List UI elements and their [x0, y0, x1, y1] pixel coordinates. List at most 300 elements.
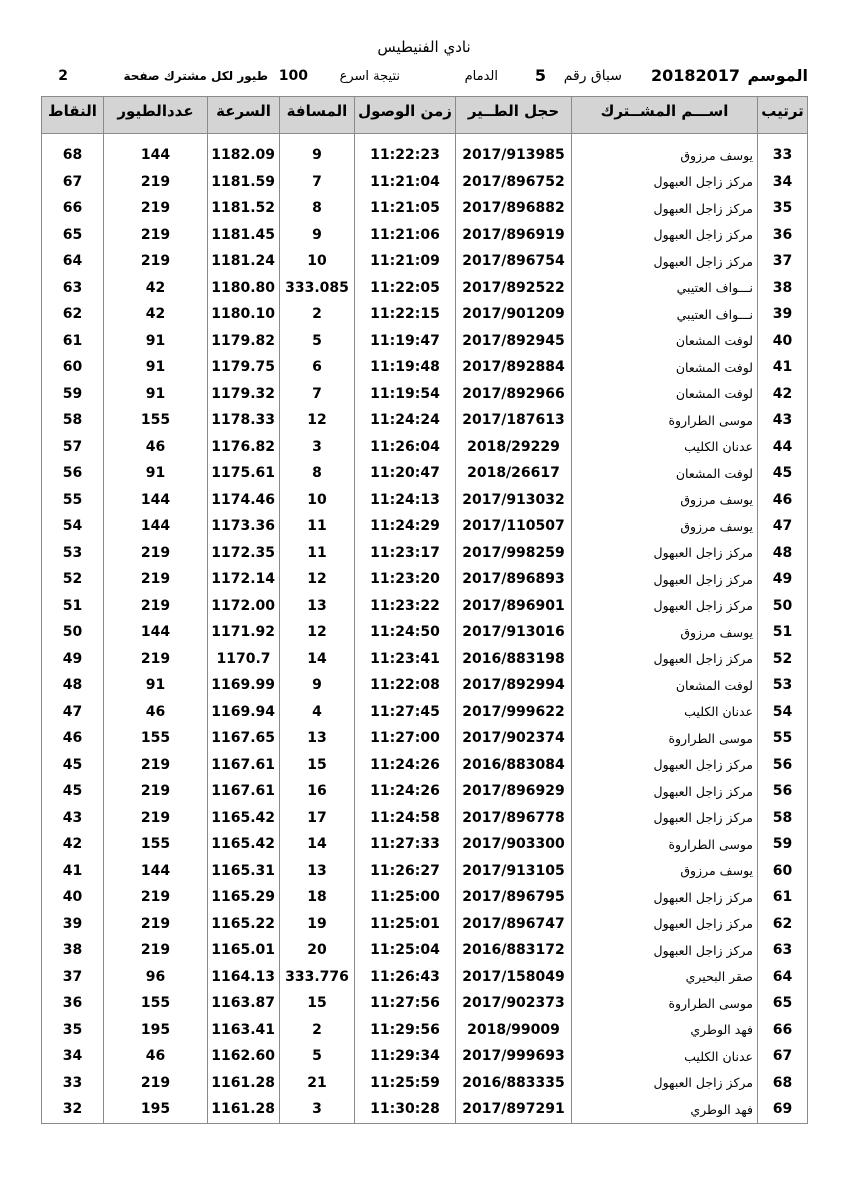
race-label: سباق رقم	[563, 68, 622, 84]
cell-rank: 67	[758, 1043, 808, 1070]
table-row	[42, 540, 808, 567]
cell-arrival: 11:25:59	[355, 1070, 456, 1097]
table-row	[42, 593, 808, 620]
cell-ring: 2017/896893	[456, 566, 572, 593]
cell-arrival: 11:21:05	[355, 195, 456, 222]
cell-birds: 91	[104, 381, 208, 408]
cell-participant: عدنان الكليب	[572, 699, 758, 726]
cell-rank: 63	[758, 937, 808, 964]
cell-participant: مركز زاجل العبهول	[572, 911, 758, 938]
cell-ring: 2017/896778	[456, 805, 572, 832]
cell-birds: 155	[104, 407, 208, 434]
cell-birds: 91	[104, 460, 208, 487]
cell-distance: 6	[280, 354, 355, 381]
cell-arrival: 11:29:34	[355, 1043, 456, 1070]
table-row	[42, 407, 808, 434]
cell-rank: 68	[758, 1070, 808, 1097]
location: الدمام	[464, 69, 498, 84]
cell-birds: 219	[104, 169, 208, 196]
cell-distance: 20	[280, 937, 355, 964]
cell-points: 59	[42, 381, 104, 408]
table-row	[42, 460, 808, 487]
cell-speed: 1167.61	[208, 778, 280, 805]
cell-birds: 155	[104, 725, 208, 752]
cell-ring: 2017/913032	[456, 487, 572, 514]
cell-distance: 7	[280, 169, 355, 196]
cell-ring: 2017/896929	[456, 778, 572, 805]
cell-participant: مركز زاجل العبهول	[572, 593, 758, 620]
cell-rank: 47	[758, 513, 808, 540]
cell-speed: 1167.65	[208, 725, 280, 752]
cell-birds: 46	[104, 434, 208, 461]
cell-speed: 1165.22	[208, 911, 280, 938]
cell-speed: 1165.42	[208, 831, 280, 858]
cell-speed: 1161.28	[208, 1070, 280, 1097]
cell-distance: 14	[280, 646, 355, 673]
cell-speed: 1162.60	[208, 1043, 280, 1070]
cell-birds: 219	[104, 752, 208, 779]
cell-speed: 1163.41	[208, 1017, 280, 1044]
cell-distance: 10	[280, 248, 355, 275]
cell-arrival: 11:26:04	[355, 434, 456, 461]
spacer-row	[42, 134, 808, 143]
cell-birds: 219	[104, 646, 208, 673]
cell-rank: 69	[758, 1096, 808, 1123]
table-row	[42, 566, 808, 593]
cell-ring: 2017/999622	[456, 699, 572, 726]
cell-rank: 35	[758, 195, 808, 222]
cell-rank: 59	[758, 831, 808, 858]
cell-arrival: 11:25:04	[355, 937, 456, 964]
cell-distance: 7	[280, 381, 355, 408]
cell-rank: 33	[758, 142, 808, 169]
cell-rank: 49	[758, 566, 808, 593]
cell-participant: موسى الطراروة	[572, 990, 758, 1017]
cell-participant: مركز زاجل العبهول	[572, 646, 758, 673]
cell-points: 67	[42, 169, 104, 196]
cell-points: 34	[42, 1043, 104, 1070]
cell-distance: 21	[280, 1070, 355, 1097]
cell-birds: 46	[104, 699, 208, 726]
table-row	[42, 619, 808, 646]
cell-distance: 3	[280, 1096, 355, 1123]
cell-points: 66	[42, 195, 104, 222]
table-row	[42, 222, 808, 249]
cell-rank: 56	[758, 752, 808, 779]
header-points: النقاط	[42, 97, 104, 134]
cell-rank: 42	[758, 381, 808, 408]
table-row	[42, 672, 808, 699]
table-row	[42, 513, 808, 540]
cell-rank: 51	[758, 619, 808, 646]
cell-speed: 1180.10	[208, 301, 280, 328]
cell-participant: يوسف مرزوق	[572, 513, 758, 540]
cell-rank: 45	[758, 460, 808, 487]
cell-speed: 1179.82	[208, 328, 280, 355]
cell-arrival: 11:23:17	[355, 540, 456, 567]
cell-rank: 54	[758, 699, 808, 726]
cell-participant: لوفت المشعان	[572, 354, 758, 381]
cell-speed: 1173.36	[208, 513, 280, 540]
cell-ring: 2017/158049	[456, 964, 572, 991]
table-row	[42, 328, 808, 355]
cell-speed: 1165.31	[208, 858, 280, 885]
cell-points: 65	[42, 222, 104, 249]
cell-birds: 144	[104, 513, 208, 540]
cell-participant: مركز زاجل العبهول	[572, 778, 758, 805]
cell-arrival: 11:23:41	[355, 646, 456, 673]
cell-speed: 1181.52	[208, 195, 280, 222]
cell-distance: 9	[280, 142, 355, 169]
cell-arrival: 11:23:20	[355, 566, 456, 593]
cell-participant: يوسف مرزوق	[572, 142, 758, 169]
cell-birds: 144	[104, 142, 208, 169]
header-arrival: زمن الوصول	[355, 97, 456, 134]
cell-speed: 1179.75	[208, 354, 280, 381]
cell-rank: 61	[758, 884, 808, 911]
season-label: الموسم	[747, 66, 808, 85]
cell-rank: 43	[758, 407, 808, 434]
result-label: نتيجة اسرع	[339, 69, 400, 84]
table-row	[42, 142, 808, 169]
cell-ring: 2017/892945	[456, 328, 572, 355]
cell-birds: 219	[104, 1070, 208, 1097]
cell-arrival: 11:24:24	[355, 407, 456, 434]
table-row	[42, 434, 808, 461]
cell-ring: 2017/892884	[456, 354, 572, 381]
cell-speed: 1181.59	[208, 169, 280, 196]
table-row	[42, 884, 808, 911]
table-row	[42, 169, 808, 196]
cell-birds: 96	[104, 964, 208, 991]
cell-speed: 1180.80	[208, 275, 280, 302]
cell-birds: 219	[104, 195, 208, 222]
cell-participant: لوفت المشعان	[572, 460, 758, 487]
cell-rank: 50	[758, 593, 808, 620]
cell-distance: 12	[280, 619, 355, 646]
cell-participant: مركز زاجل العبهول	[572, 566, 758, 593]
cell-distance: 15	[280, 752, 355, 779]
cell-points: 56	[42, 460, 104, 487]
cell-distance: 11	[280, 513, 355, 540]
cell-rank: 46	[758, 487, 808, 514]
cell-points: 53	[42, 540, 104, 567]
cell-participant: موسى الطراروة	[572, 725, 758, 752]
cell-distance: 13	[280, 593, 355, 620]
cell-speed: 1169.94	[208, 699, 280, 726]
cell-rank: 65	[758, 990, 808, 1017]
cell-points: 49	[42, 646, 104, 673]
cell-birds: 155	[104, 990, 208, 1017]
cell-arrival: 11:19:47	[355, 328, 456, 355]
cell-arrival: 11:30:28	[355, 1096, 456, 1123]
cell-arrival: 11:24:26	[355, 778, 456, 805]
cell-birds: 91	[104, 354, 208, 381]
cell-distance: 19	[280, 911, 355, 938]
cell-ring: 2018/29229	[456, 434, 572, 461]
cell-rank: 40	[758, 328, 808, 355]
cell-rank: 41	[758, 354, 808, 381]
cell-birds: 219	[104, 248, 208, 275]
cell-rank: 64	[758, 964, 808, 991]
cell-participant: صقر البحيري	[572, 964, 758, 991]
cell-arrival: 11:24:13	[355, 487, 456, 514]
cell-speed: 1165.42	[208, 805, 280, 832]
page-number: 2	[58, 68, 68, 84]
cell-ring: 2017/913016	[456, 619, 572, 646]
table-row	[42, 354, 808, 381]
table-row	[42, 831, 808, 858]
cell-participant: عدنان الكليب	[572, 1043, 758, 1070]
cell-birds: 91	[104, 328, 208, 355]
cell-rank: 55	[758, 725, 808, 752]
cell-birds: 219	[104, 540, 208, 567]
cell-distance: 333.776	[280, 964, 355, 991]
cell-distance: 12	[280, 566, 355, 593]
cell-points: 47	[42, 699, 104, 726]
table-row	[42, 752, 808, 779]
cell-speed: 1172.14	[208, 566, 280, 593]
cell-ring: 2017/896901	[456, 593, 572, 620]
cell-distance: 2	[280, 301, 355, 328]
cell-distance: 333.085	[280, 275, 355, 302]
cell-ring: 2017/913985	[456, 142, 572, 169]
cell-points: 39	[42, 911, 104, 938]
cell-birds: 195	[104, 1096, 208, 1123]
cell-rank: 62	[758, 911, 808, 938]
cell-participant: يوسف مرزوق	[572, 858, 758, 885]
cell-birds: 219	[104, 884, 208, 911]
cell-speed: 1164.13	[208, 964, 280, 991]
cell-participant: مركز زاجل العبهول	[572, 752, 758, 779]
cell-arrival: 11:21:06	[355, 222, 456, 249]
cell-ring: 2017/901209	[456, 301, 572, 328]
cell-distance: 2	[280, 1017, 355, 1044]
table-row	[42, 646, 808, 673]
cell-arrival: 11:26:43	[355, 964, 456, 991]
table-row	[42, 911, 808, 938]
cell-speed: 1163.87	[208, 990, 280, 1017]
table-row	[42, 275, 808, 302]
cell-birds: 219	[104, 805, 208, 832]
cell-ring: 2017/999693	[456, 1043, 572, 1070]
cell-rank: 34	[758, 169, 808, 196]
cell-ring: 2017/110507	[456, 513, 572, 540]
cell-birds: 144	[104, 619, 208, 646]
cell-participant: لوفت المشعان	[572, 328, 758, 355]
table-row	[42, 964, 808, 991]
cell-birds: 144	[104, 858, 208, 885]
cell-points: 43	[42, 805, 104, 832]
cell-speed: 1161.28	[208, 1096, 280, 1123]
cell-ring: 2016/883084	[456, 752, 572, 779]
cell-rank: 38	[758, 275, 808, 302]
cell-arrival: 11:22:23	[355, 142, 456, 169]
cell-points: 64	[42, 248, 104, 275]
table-row	[42, 990, 808, 1017]
table-row	[42, 195, 808, 222]
cell-rank: 52	[758, 646, 808, 673]
cell-distance: 12	[280, 407, 355, 434]
header-distance: المسافة	[280, 97, 355, 134]
cell-points: 45	[42, 752, 104, 779]
cell-rank: 39	[758, 301, 808, 328]
cell-rank: 44	[758, 434, 808, 461]
cell-points: 62	[42, 301, 104, 328]
race-number: 5	[534, 66, 546, 85]
cell-ring: 2017/892994	[456, 672, 572, 699]
cell-rank: 66	[758, 1017, 808, 1044]
table-row	[42, 805, 808, 832]
cell-speed: 1175.61	[208, 460, 280, 487]
cell-distance: 13	[280, 725, 355, 752]
cell-points: 68	[42, 142, 104, 169]
cell-birds: 46	[104, 1043, 208, 1070]
cell-participant: مركز زاجل العبهول	[572, 884, 758, 911]
cell-ring: 2017/896747	[456, 911, 572, 938]
cell-points: 63	[42, 275, 104, 302]
birds-per-page-label: طيور لكل مشترك صفحة	[123, 69, 268, 83]
cell-speed: 1181.45	[208, 222, 280, 249]
cell-participant: مركز زاجل العبهول	[572, 169, 758, 196]
cell-ring: 2018/26617	[456, 460, 572, 487]
cell-speed: 1170.7	[208, 646, 280, 673]
cell-ring: 2016/883198	[456, 646, 572, 673]
cell-distance: 15	[280, 990, 355, 1017]
club-name: نادي الفنيطيس	[377, 38, 471, 56]
cell-arrival: 11:24:50	[355, 619, 456, 646]
cell-ring: 2016/883335	[456, 1070, 572, 1097]
cell-points: 46	[42, 725, 104, 752]
race-info	[40, 66, 808, 90]
cell-birds: 219	[104, 911, 208, 938]
cell-distance: 14	[280, 831, 355, 858]
cell-participant: موسى الطراروة	[572, 407, 758, 434]
cell-arrival: 11:20:47	[355, 460, 456, 487]
cell-participant: يوسف مرزوق	[572, 487, 758, 514]
header-rank: ترتيب	[758, 97, 808, 134]
cell-rank: 37	[758, 248, 808, 275]
cell-participant: لوفت المشعان	[572, 672, 758, 699]
cell-distance: 13	[280, 858, 355, 885]
result-count: 100	[278, 68, 308, 84]
cell-points: 32	[42, 1096, 104, 1123]
cell-distance: 17	[280, 805, 355, 832]
cell-distance: 11	[280, 540, 355, 567]
cell-ring: 2017/896919	[456, 222, 572, 249]
cell-birds: 219	[104, 593, 208, 620]
cell-arrival: 11:23:22	[355, 593, 456, 620]
header-birds: عددالطيور	[104, 97, 208, 134]
cell-speed: 1179.32	[208, 381, 280, 408]
table-row	[42, 778, 808, 805]
cell-arrival: 11:24:29	[355, 513, 456, 540]
cell-rank: 53	[758, 672, 808, 699]
cell-arrival: 11:19:48	[355, 354, 456, 381]
cell-participant: مركز زاجل العبهول	[572, 805, 758, 832]
cell-points: 58	[42, 407, 104, 434]
cell-birds: 155	[104, 831, 208, 858]
cell-rank: 48	[758, 540, 808, 567]
table-row	[42, 699, 808, 726]
table-row	[42, 1070, 808, 1097]
cell-speed: 1178.33	[208, 407, 280, 434]
results-table	[41, 96, 808, 1124]
cell-speed: 1172.35	[208, 540, 280, 567]
cell-points: 61	[42, 328, 104, 355]
table-row	[42, 301, 808, 328]
cell-points: 36	[42, 990, 104, 1017]
cell-participant: نـــواف العتيبي	[572, 301, 758, 328]
cell-participant: مركز زاجل العبهول	[572, 222, 758, 249]
cell-speed: 1174.46	[208, 487, 280, 514]
cell-speed: 1167.61	[208, 752, 280, 779]
cell-arrival: 11:22:05	[355, 275, 456, 302]
cell-participant: مركز زاجل العبهول	[572, 937, 758, 964]
cell-arrival: 11:26:27	[355, 858, 456, 885]
cell-distance: 3	[280, 434, 355, 461]
cell-speed: 1171.92	[208, 619, 280, 646]
cell-birds: 42	[104, 301, 208, 328]
cell-arrival: 11:25:00	[355, 884, 456, 911]
cell-participant: يوسف مرزوق	[572, 619, 758, 646]
cell-points: 60	[42, 354, 104, 381]
cell-birds: 219	[104, 778, 208, 805]
cell-participant: مركز زاجل العبهول	[572, 248, 758, 275]
cell-participant: مركز زاجل العبهول	[572, 195, 758, 222]
cell-points: 40	[42, 884, 104, 911]
cell-participant: مركز زاجل العبهول	[572, 540, 758, 567]
cell-ring: 2018/99009	[456, 1017, 572, 1044]
cell-distance: 5	[280, 1043, 355, 1070]
cell-points: 50	[42, 619, 104, 646]
cell-distance: 10	[280, 487, 355, 514]
cell-points: 33	[42, 1070, 104, 1097]
cell-arrival: 11:24:26	[355, 752, 456, 779]
cell-points: 41	[42, 858, 104, 885]
cell-speed: 1172.00	[208, 593, 280, 620]
cell-points: 52	[42, 566, 104, 593]
cell-ring: 2017/902374	[456, 725, 572, 752]
cell-participant: نـــواف العتيبي	[572, 275, 758, 302]
cell-birds: 42	[104, 275, 208, 302]
cell-speed: 1165.29	[208, 884, 280, 911]
table-row	[42, 1043, 808, 1070]
cell-birds: 195	[104, 1017, 208, 1044]
cell-participant: لوفت المشعان	[572, 381, 758, 408]
cell-birds: 219	[104, 566, 208, 593]
header-speed: السرعة	[208, 97, 280, 134]
cell-arrival: 11:27:56	[355, 990, 456, 1017]
results-table-wrapper	[41, 96, 807, 1124]
cell-arrival: 11:21:04	[355, 169, 456, 196]
cell-rank: 36	[758, 222, 808, 249]
cell-arrival: 11:22:08	[355, 672, 456, 699]
cell-speed: 1181.24	[208, 248, 280, 275]
cell-arrival: 11:29:56	[355, 1017, 456, 1044]
season-value: 20182017	[650, 66, 740, 85]
header-ring: حجل الطــير	[456, 97, 572, 134]
table-header-row	[42, 97, 808, 134]
cell-arrival: 11:25:01	[355, 911, 456, 938]
cell-birds: 144	[104, 487, 208, 514]
cell-birds: 219	[104, 222, 208, 249]
table-row	[42, 487, 808, 514]
cell-points: 37	[42, 964, 104, 991]
cell-distance: 5	[280, 328, 355, 355]
cell-points: 35	[42, 1017, 104, 1044]
cell-participant: موسى الطراروة	[572, 831, 758, 858]
